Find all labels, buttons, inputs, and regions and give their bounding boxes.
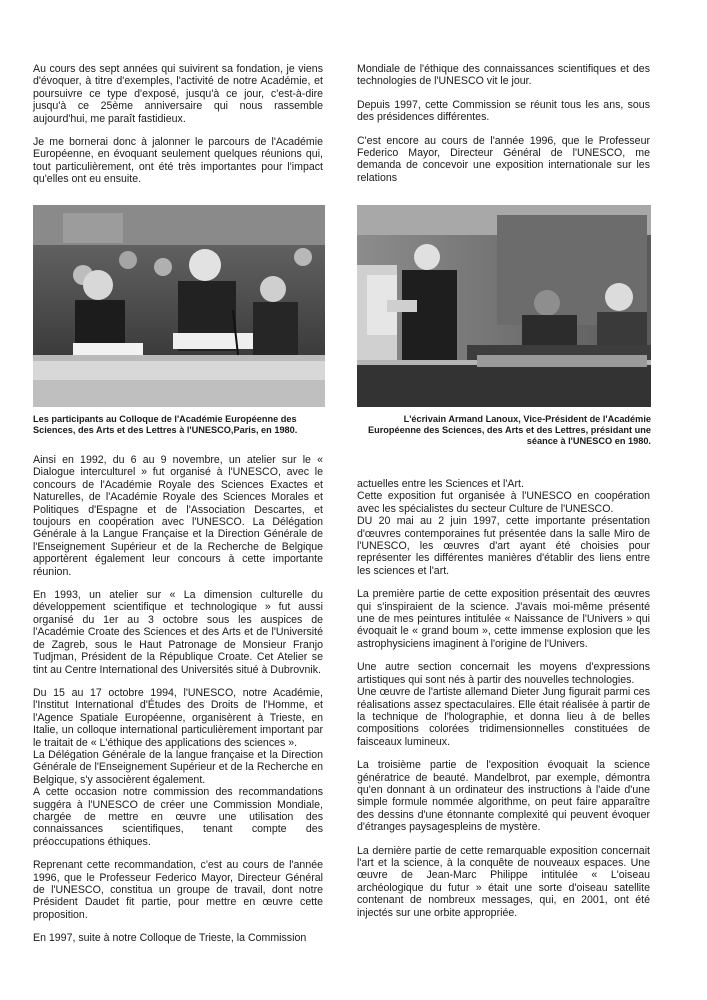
paragraph: La troisième partie de l'exposition évoquait la science génératrice de beauté. Mandelbrot, par exemple, démontra qu'en donnant à un ordinateur des instructions à l'aide d'une simple formule nommée algorithme, on peut faire apparaître des dessins d'une étonnante complexité qui peuvent évoquer d'étranges paysagespleins de mystère. [357, 759, 650, 834]
photo-caption-left: Les participants au Colloque de l'Académie Européenne des Sciences, des Arts et des Lettres à l'UNESCO,Paris, en 1980. [33, 414, 298, 435]
paragraph: C'est encore au cours de l'année 1996, que le Professeur Federico Mayor, Directeur Général de l'UNESCO, me demanda de concevoir une exposition internationale sur les relations [357, 134, 650, 184]
paragraph: Reprenant cette recommandation, c'est au cours de l'année 1996, que le Professeur Federico Mayor, Directeur Général de l'UNESCO, constitua un groupe de travail, dont notre Président Daudet fit partie, pour mettre en œuvre cette proposition. [33, 859, 323, 921]
photo-armand-lanoux-session [357, 205, 651, 407]
paragraph: Ainsi en 1992, du 6 au 9 novembre, un atelier sur le « Dialogue interculturel » fut organisé à l'UNESCO, avec le concours de l'Académie Royale des Sciences Exactes et Naturelles, de l'Académie Royale des Sciences Morales et Politiques d'Espagne et de l'Association Descartes, et toujours en coopération avec l'UNESCO. La Délégation Générale à la Langue Française et la Direction Générale de l'Enseignement Supérieur et de la Recherche de Belgique apportèrent également leur concours à cette importante réunion. [33, 454, 323, 578]
photo-session-graphic [357, 205, 651, 407]
paragraph: Depuis 1997, cette Commission se réunit tous les ans, sous des présidences différentes. [357, 98, 650, 124]
paragraph: Au cours des sept années qui suivirent sa fondation, je viens d'évoquer, à titre d'exemples, l'activité de notre Académie, et poursuivre ce type d'exposé, jusqu'à ce jour, c'est-à-dire jusqu'à ce 25ème anniversaire qui nous rassemble aujourd'hui, me paraît fastidieux. [33, 63, 323, 125]
paragraph: La dernière partie de cette remarquable exposition concernait l'art et la science, à la conquête de nouveaux espaces. Une œuvre de Jean-Marc Philippe intitulée « L'oiseau archéologique du futur » était une sorte d'oiseau satellite contenant de nombreux messages, qui, en 2001, ont été injectés sur une orbite appropriée. [357, 844, 650, 919]
paragraph: Mondiale de l'éthique des connaissances scientifiques et des technologies de l'UNESCO vit le jour. [357, 63, 650, 88]
paragraph: En 1993, un atelier sur « La dimension culturelle du développement scientifique et technologique » fut aussi organisé du 1er au 3 octobre sous les auspices de l'Académie Croate des Sciences et des Arts et de l'Université de Zagreb, sous le Haut Patronage de Monsieur Franjo Tudjman, Président de la République Croate. Cet Atelier se tint au Centre International des Universités situé à Dubrovnik. [33, 589, 323, 676]
text-column-left-body [33, 454, 323, 956]
text-column-right-top [357, 63, 650, 195]
paragraph: La première partie de cette exposition présentait des œuvres qui s'inspiraient de la science. J'avais moi-même présenté une de mes peintures intitulée « Naissance de l'Univers » qui évoquait le « grand boum », cette immense explosion que les astrophysiciens imaginent à l'origine de l'Univers. [357, 588, 650, 650]
photo-caption-right: L'écrivain Armand Lanoux, Vice-Président de l'Académie Européenne des Sciences, des Arts et des Lettres, présidant une séance à l'UNESCO en 1980. [367, 414, 651, 446]
paragraph: Une autre section concernait les moyens d'expressions artistiques qui sont nés à partir des nouvelles technologies. Une œuvre de l'artiste allemand Dieter Jung figurait parmi ces réalisations assez spectaculaires. Elle était réalisée à partir de la technique de l'holographie, et donna lieu à de belles compositions colorées tridimensionnelles constituées de faisceaux lumineux. [357, 661, 650, 748]
paragraph: actuelles entre les Sciences et l'Art. Cette exposition fut organisée à l'UNESCO en coopération avec les spécialistes du secteur Culture de l'UNESCO. DU 20 mai au 2 juin 1997, cette importante présentation d'œuvres contemporaines fut présentée dans la salle Miro de l'UNESCO, les œuvres d'art ayant été choisies pour représenter les différentes manières d'établir des liens entre les sciences et l'art. [357, 478, 650, 577]
paragraph: En 1997, suite à notre Colloque de Trieste, la Commission [33, 932, 307, 945]
photo-colloquium-participants [33, 205, 325, 407]
paragraph: Je me bornerai donc à jalonner le parcours de l'Académie Européenne, en évoquant seulement quelques réunions qui, tout particulièrement, ont été très importantes pour l'impact qu'elles ont eu ensuite. [33, 136, 323, 186]
photo-colloquium-graphic [33, 205, 325, 407]
text-column-right-body [357, 478, 650, 930]
text-column-left-top [33, 63, 323, 197]
paragraph: Du 15 au 17 octobre 1994, l'UNESCO, notre Académie, l'Institut International d'Études des Droits de l'Homme, et l'Agence Spatiale Européenne, organisèrent à Trieste, en Italie, un colloque international particulièrement important par le traitait de « L'éthique des applications des sciences ». La Délégation Générale de la langue française et la Direction Générale de l'Enseignement Supérieur et de la Recherche en Belgique, s'y associèrent également. A cette occasion notre commission des recommandations suggéra à l'UNESCO de créer une Commission Mondiale, chargée de mettre en œuvre une utilisation des connaissances scientifiques, tenant compte des préoccupations éthiques. [33, 686, 323, 848]
